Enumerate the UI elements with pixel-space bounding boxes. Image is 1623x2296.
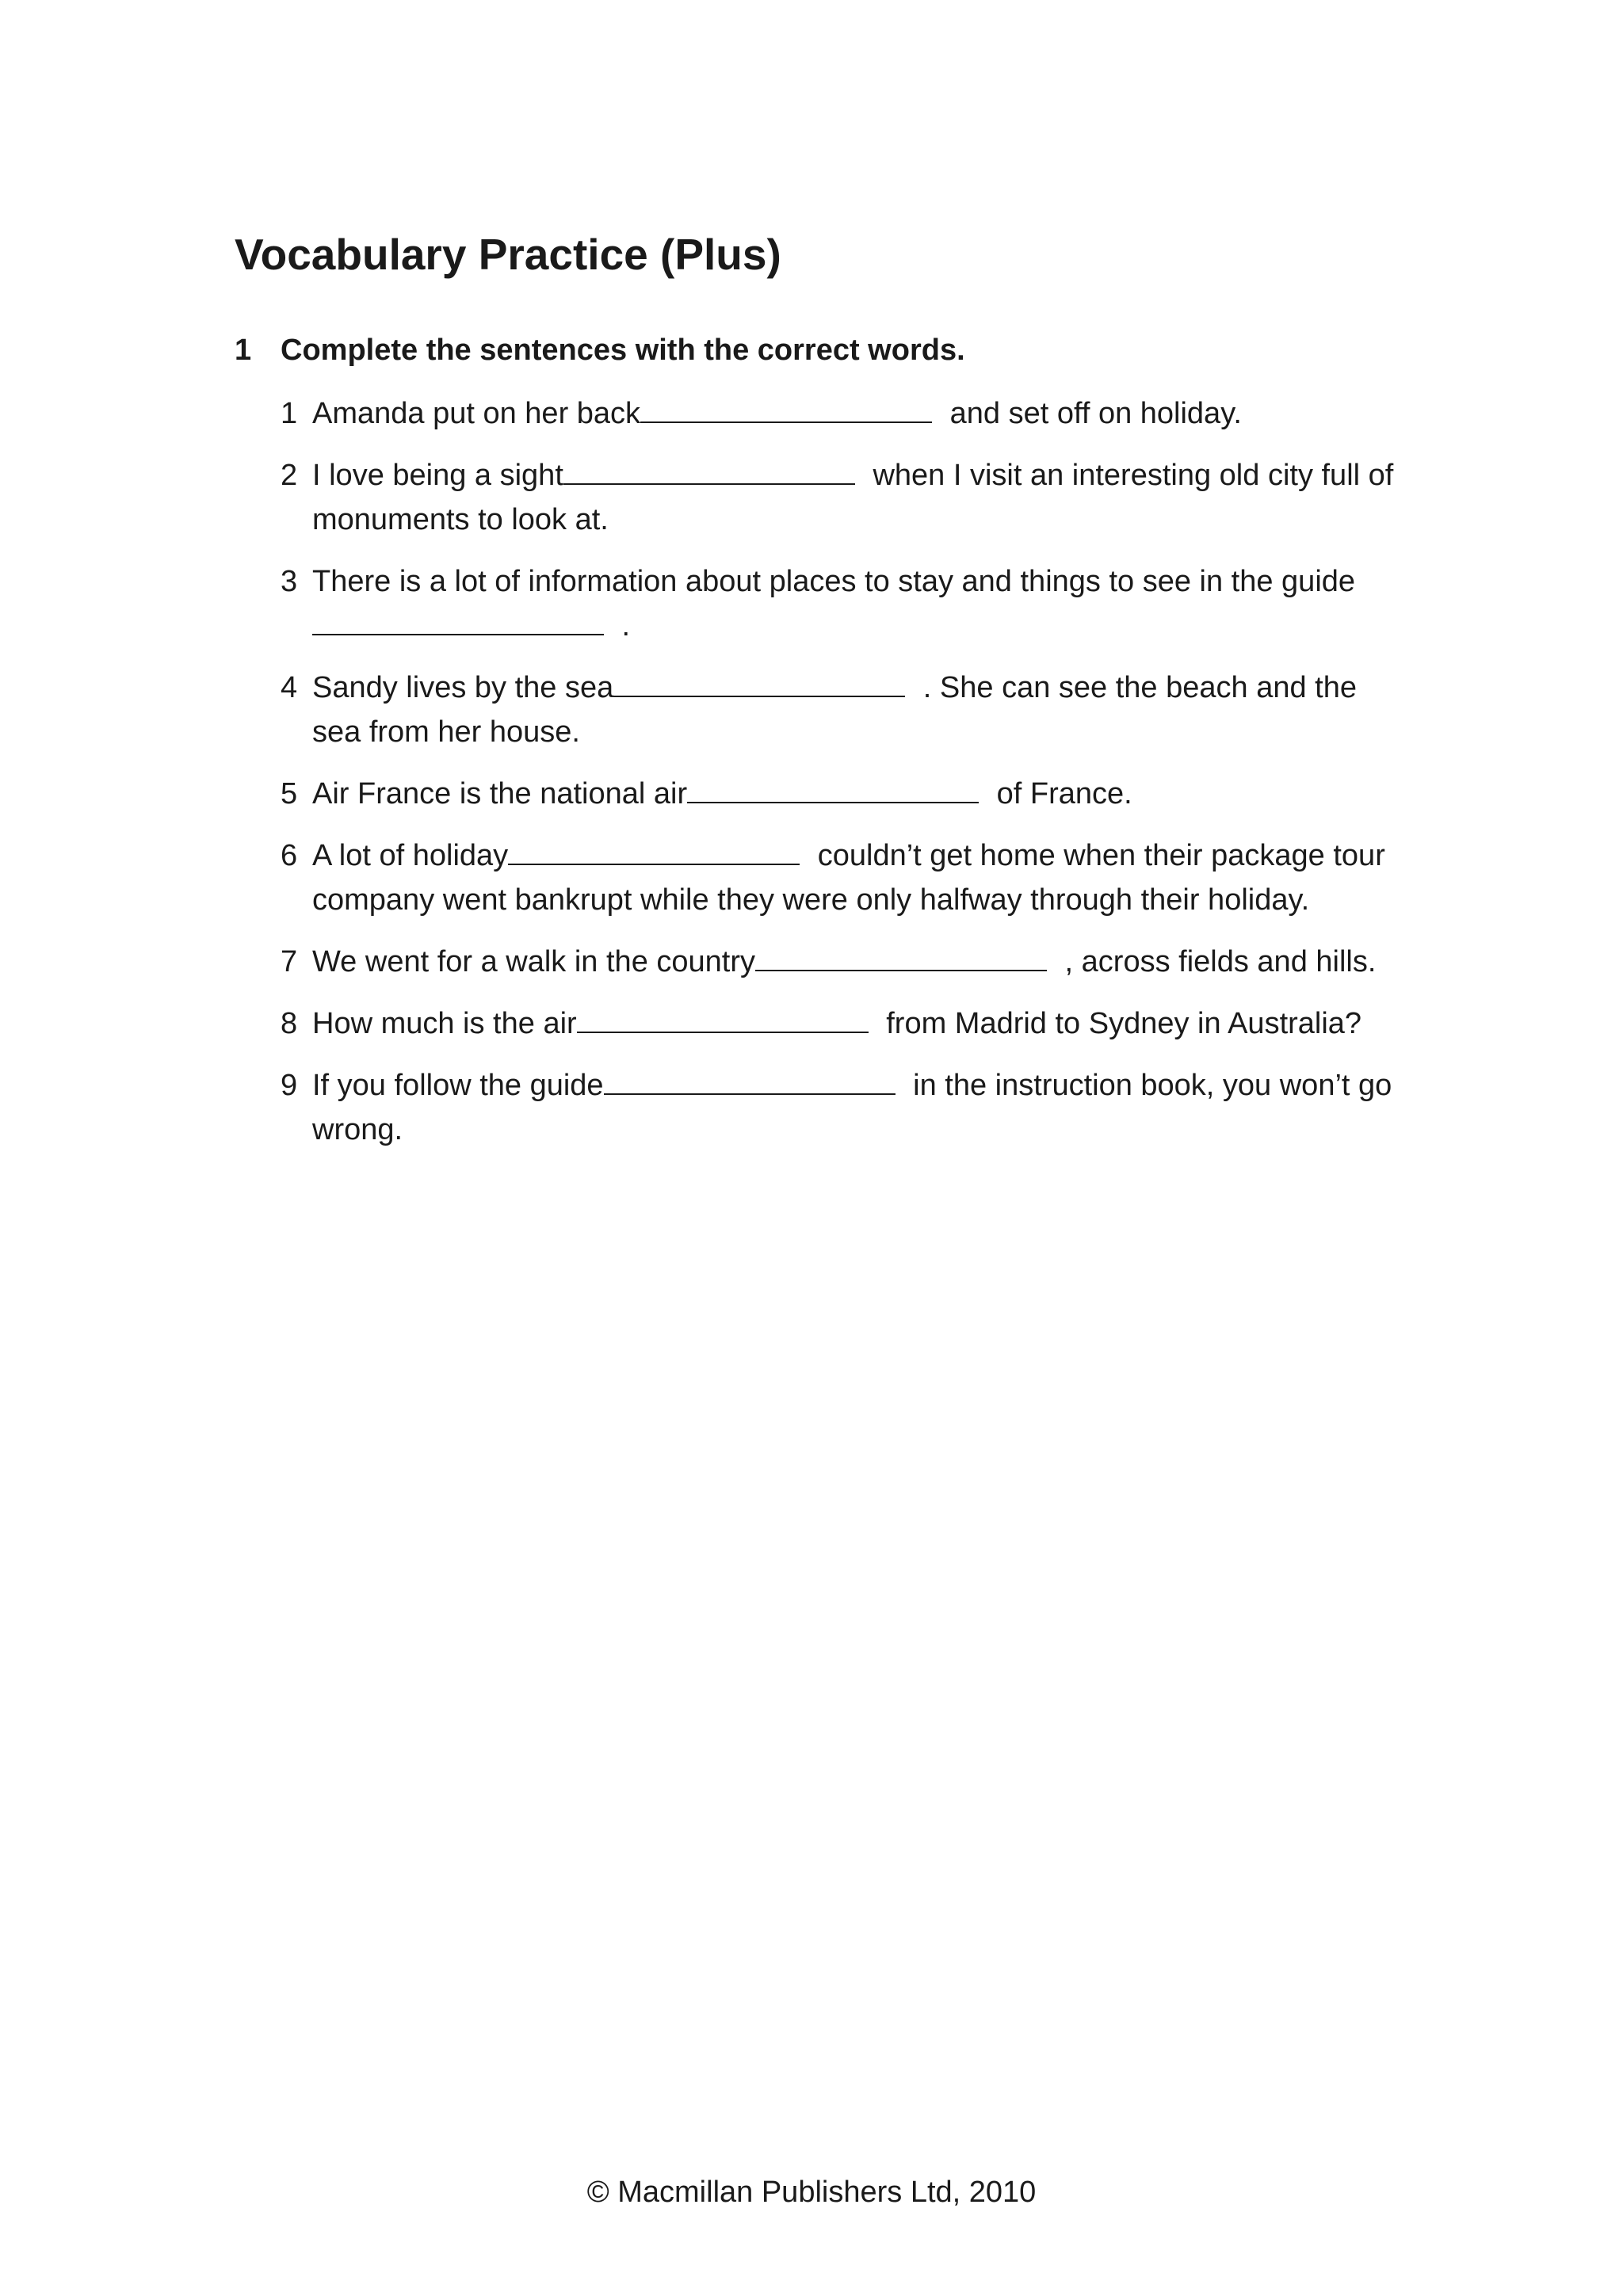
sentence-number: 5: [281, 777, 298, 810]
sentence-before: I love being a sight: [312, 459, 563, 492]
sentence-item: [281, 940, 1406, 984]
sentence-before: We went for a walk in the country: [312, 945, 755, 978]
sentence-text: [312, 772, 1406, 816]
task-number: 1: [235, 334, 252, 367]
sentence-after: and set off on holiday.: [941, 397, 1242, 430]
sentence-text: [312, 666, 1406, 754]
answer-blank: [508, 840, 800, 865]
sentence-number: 4: [281, 671, 298, 704]
sentence-text: [312, 833, 1406, 922]
sentence-after: in the instruction book, you won’t go wrong.: [312, 1069, 1392, 1146]
sentence-before: Amanda put on her back: [312, 397, 641, 430]
sentence-number: 3: [281, 565, 298, 598]
sentence-text: [312, 391, 1406, 436]
answer-blank: [640, 398, 932, 423]
sentence-text: [312, 1063, 1406, 1152]
sentence-before: There is a lot of information about places to stay and things to see in the guide: [312, 565, 1356, 598]
sentence-item: [281, 1001, 1406, 1046]
sentence-item: [281, 1063, 1406, 1152]
sentence-number: 9: [281, 1069, 298, 1102]
answer-blank: [563, 460, 855, 485]
copyright-footer: © Macmillan Publishers Ltd, 2010: [586, 2176, 1037, 2209]
answer-blank: [613, 672, 905, 697]
sentence-after: .: [613, 609, 631, 643]
sentence-number: 2: [281, 459, 298, 492]
sentence-before: A lot of holiday: [312, 839, 509, 872]
sentence-item: [281, 391, 1406, 436]
sentence-after: from Madrid to Sydney in Australia?: [877, 1007, 1362, 1040]
task-heading: [235, 330, 965, 371]
sentence-after: when I visit an interesting old city full of monuments to look at.: [312, 459, 1394, 536]
sentence-after: . She can see the beach and the sea from her house.: [312, 671, 1357, 749]
sentence-number: 8: [281, 1007, 298, 1040]
sentence-number: 7: [281, 945, 298, 978]
sentence-text: [312, 559, 1406, 648]
answer-blank: [604, 1070, 896, 1095]
sentence-before: If you follow the guide: [312, 1069, 604, 1102]
sentence-text: [312, 940, 1406, 984]
answer-blank: [312, 610, 604, 635]
sentence-item: [281, 833, 1406, 922]
sentence-item: [281, 666, 1406, 754]
sentence-number: 6: [281, 839, 298, 872]
sentence-number: 1: [281, 397, 298, 430]
sentence-before: How much is the air: [312, 1007, 577, 1040]
sentence-before: Air France is the national air: [312, 777, 688, 810]
sentence-list: [281, 391, 1406, 1169]
answer-blank: [755, 946, 1047, 971]
sentence-after: couldn’t get home when their package tour company went bankrupt while they were only halfway through their holiday.: [312, 839, 1385, 917]
answer-blank: [687, 778, 979, 803]
page-title: Vocabulary Practice (Plus): [235, 230, 781, 279]
sentence-before: Sandy lives by the sea: [312, 671, 614, 704]
task-instruction: Complete the sentences with the correct words.: [281, 334, 965, 367]
sentence-text: [312, 453, 1406, 542]
sentence-after: , across fields and hills.: [1056, 945, 1377, 978]
sentence-text: [312, 1001, 1406, 1046]
answer-blank: [577, 1008, 869, 1033]
sentence-item: [281, 453, 1406, 542]
sentence-item: [281, 772, 1406, 816]
sentence-after: of France.: [988, 777, 1132, 810]
sentence-item: [281, 559, 1406, 648]
